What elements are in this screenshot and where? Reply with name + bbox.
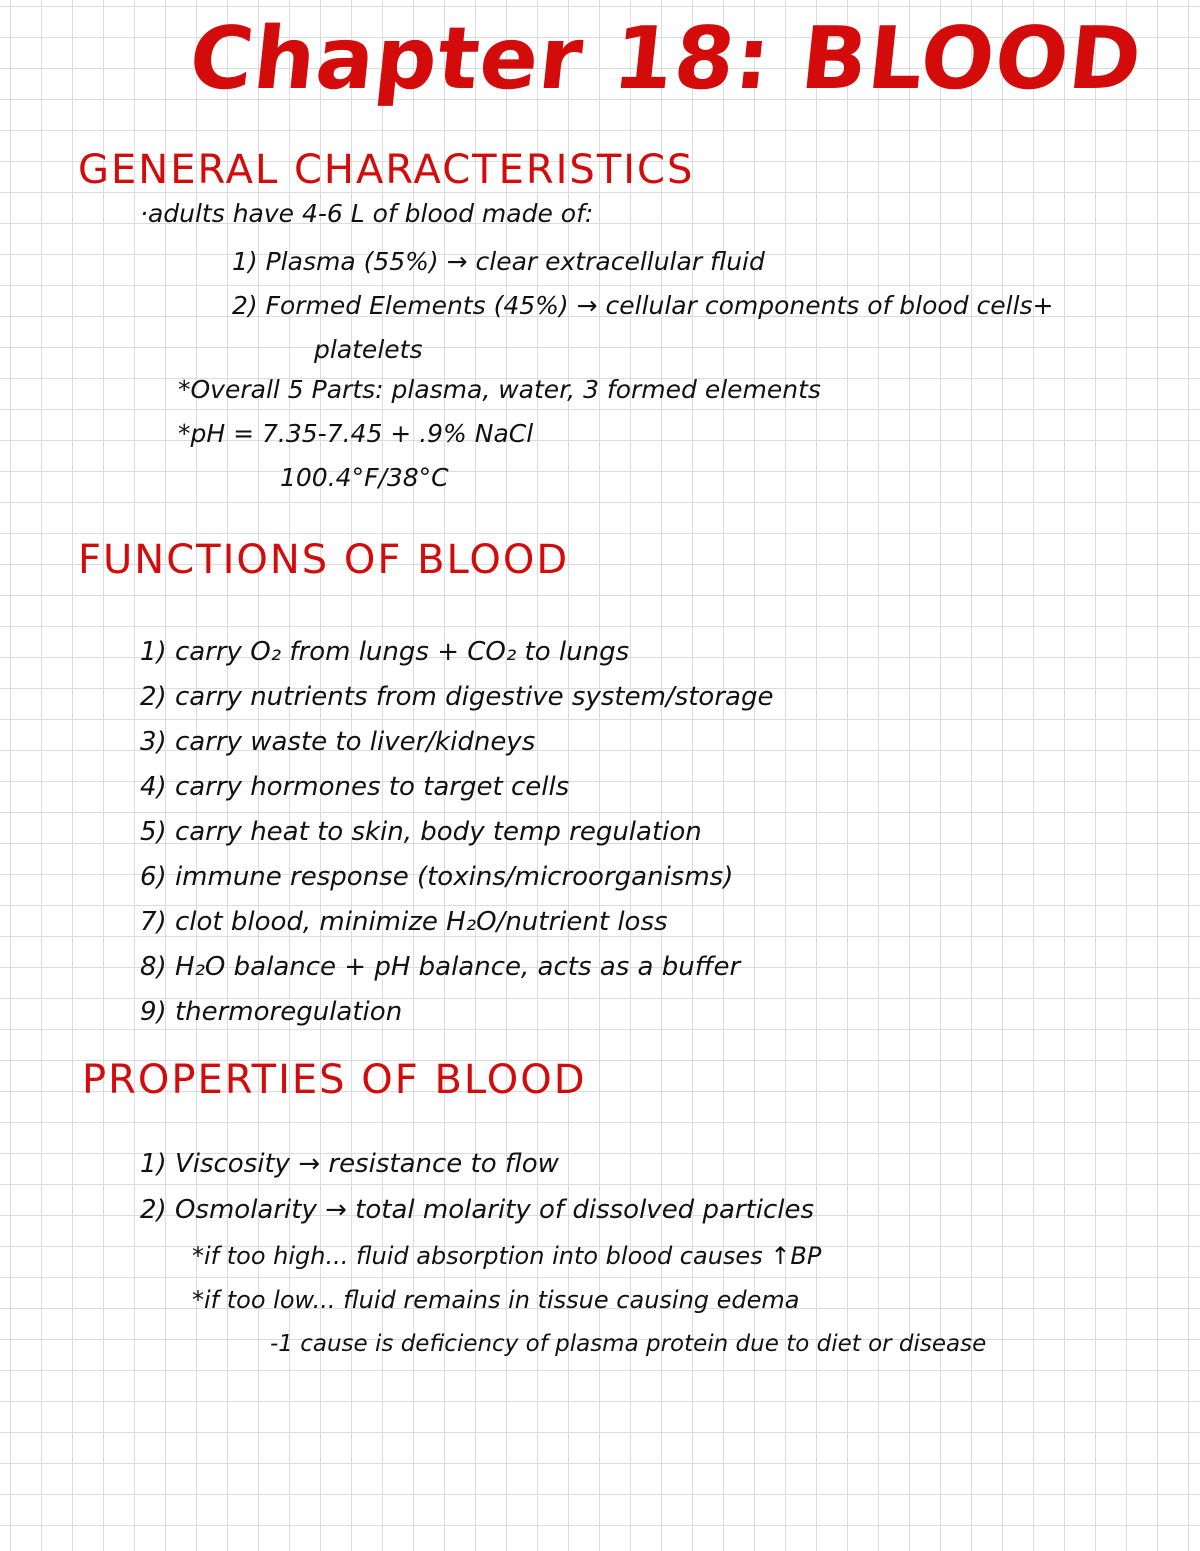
list-item: 1) carry O₂ from lungs + CO₂ to lungs — [140, 637, 630, 667]
list-item: 8) H₂O balance + pH balance, acts as a buffer — [140, 952, 741, 982]
note-line: -1 cause is deficiency of plasma protein due to diet or disease — [270, 1331, 987, 1357]
note-line: *if too low... fluid remains in tissue causing edema — [192, 1286, 800, 1314]
note-line: 1) Plasma (55%) → clear extracellular fluid — [232, 247, 765, 276]
list-item: 2) carry nutrients from digestive system/storage — [140, 682, 774, 712]
list-item: 7) clot blood, minimize H₂O/nutrient loss — [140, 907, 668, 937]
list-item: 9) thermoregulation — [140, 997, 403, 1027]
list-item: 1) Viscosity → resistance to flow — [140, 1149, 559, 1179]
list-item: 5) carry heat to skin, body temp regulation — [140, 817, 702, 847]
note-line: ·adults have 4-6 L of blood made of: — [140, 199, 594, 228]
list-item: 4) carry hormones to target cells — [140, 772, 570, 802]
list-item: 6) immune response (toxins/microorganisms) — [140, 862, 734, 892]
note-line: *if too high... fluid absorption into blood causes ↑BP — [192, 1242, 822, 1270]
note-line: *Overall 5 Parts: plasma, water, 3 formed elements — [178, 375, 821, 404]
section-heading-general: GENERAL CHARACTERISTICS — [78, 147, 695, 193]
list-item: 2) Osmolarity → total molarity of dissolved particles — [140, 1195, 815, 1225]
section-heading-properties: PROPERTIES OF BLOOD — [82, 1057, 587, 1103]
list-item: 3) carry waste to liver/kidneys — [140, 727, 536, 757]
note-line: platelets — [314, 335, 423, 364]
note-line: *pH = 7.35-7.45 + .9% NaCl — [178, 419, 534, 448]
section-heading-functions: FUNCTIONS OF BLOOD — [78, 537, 570, 583]
note-line: 100.4°F/38°C — [280, 463, 449, 492]
note-line: 2) Formed Elements (45%) → cellular components of blood cells+ — [232, 291, 1054, 320]
page-title: Chapter 18: BLOOD — [184, 9, 1147, 109]
